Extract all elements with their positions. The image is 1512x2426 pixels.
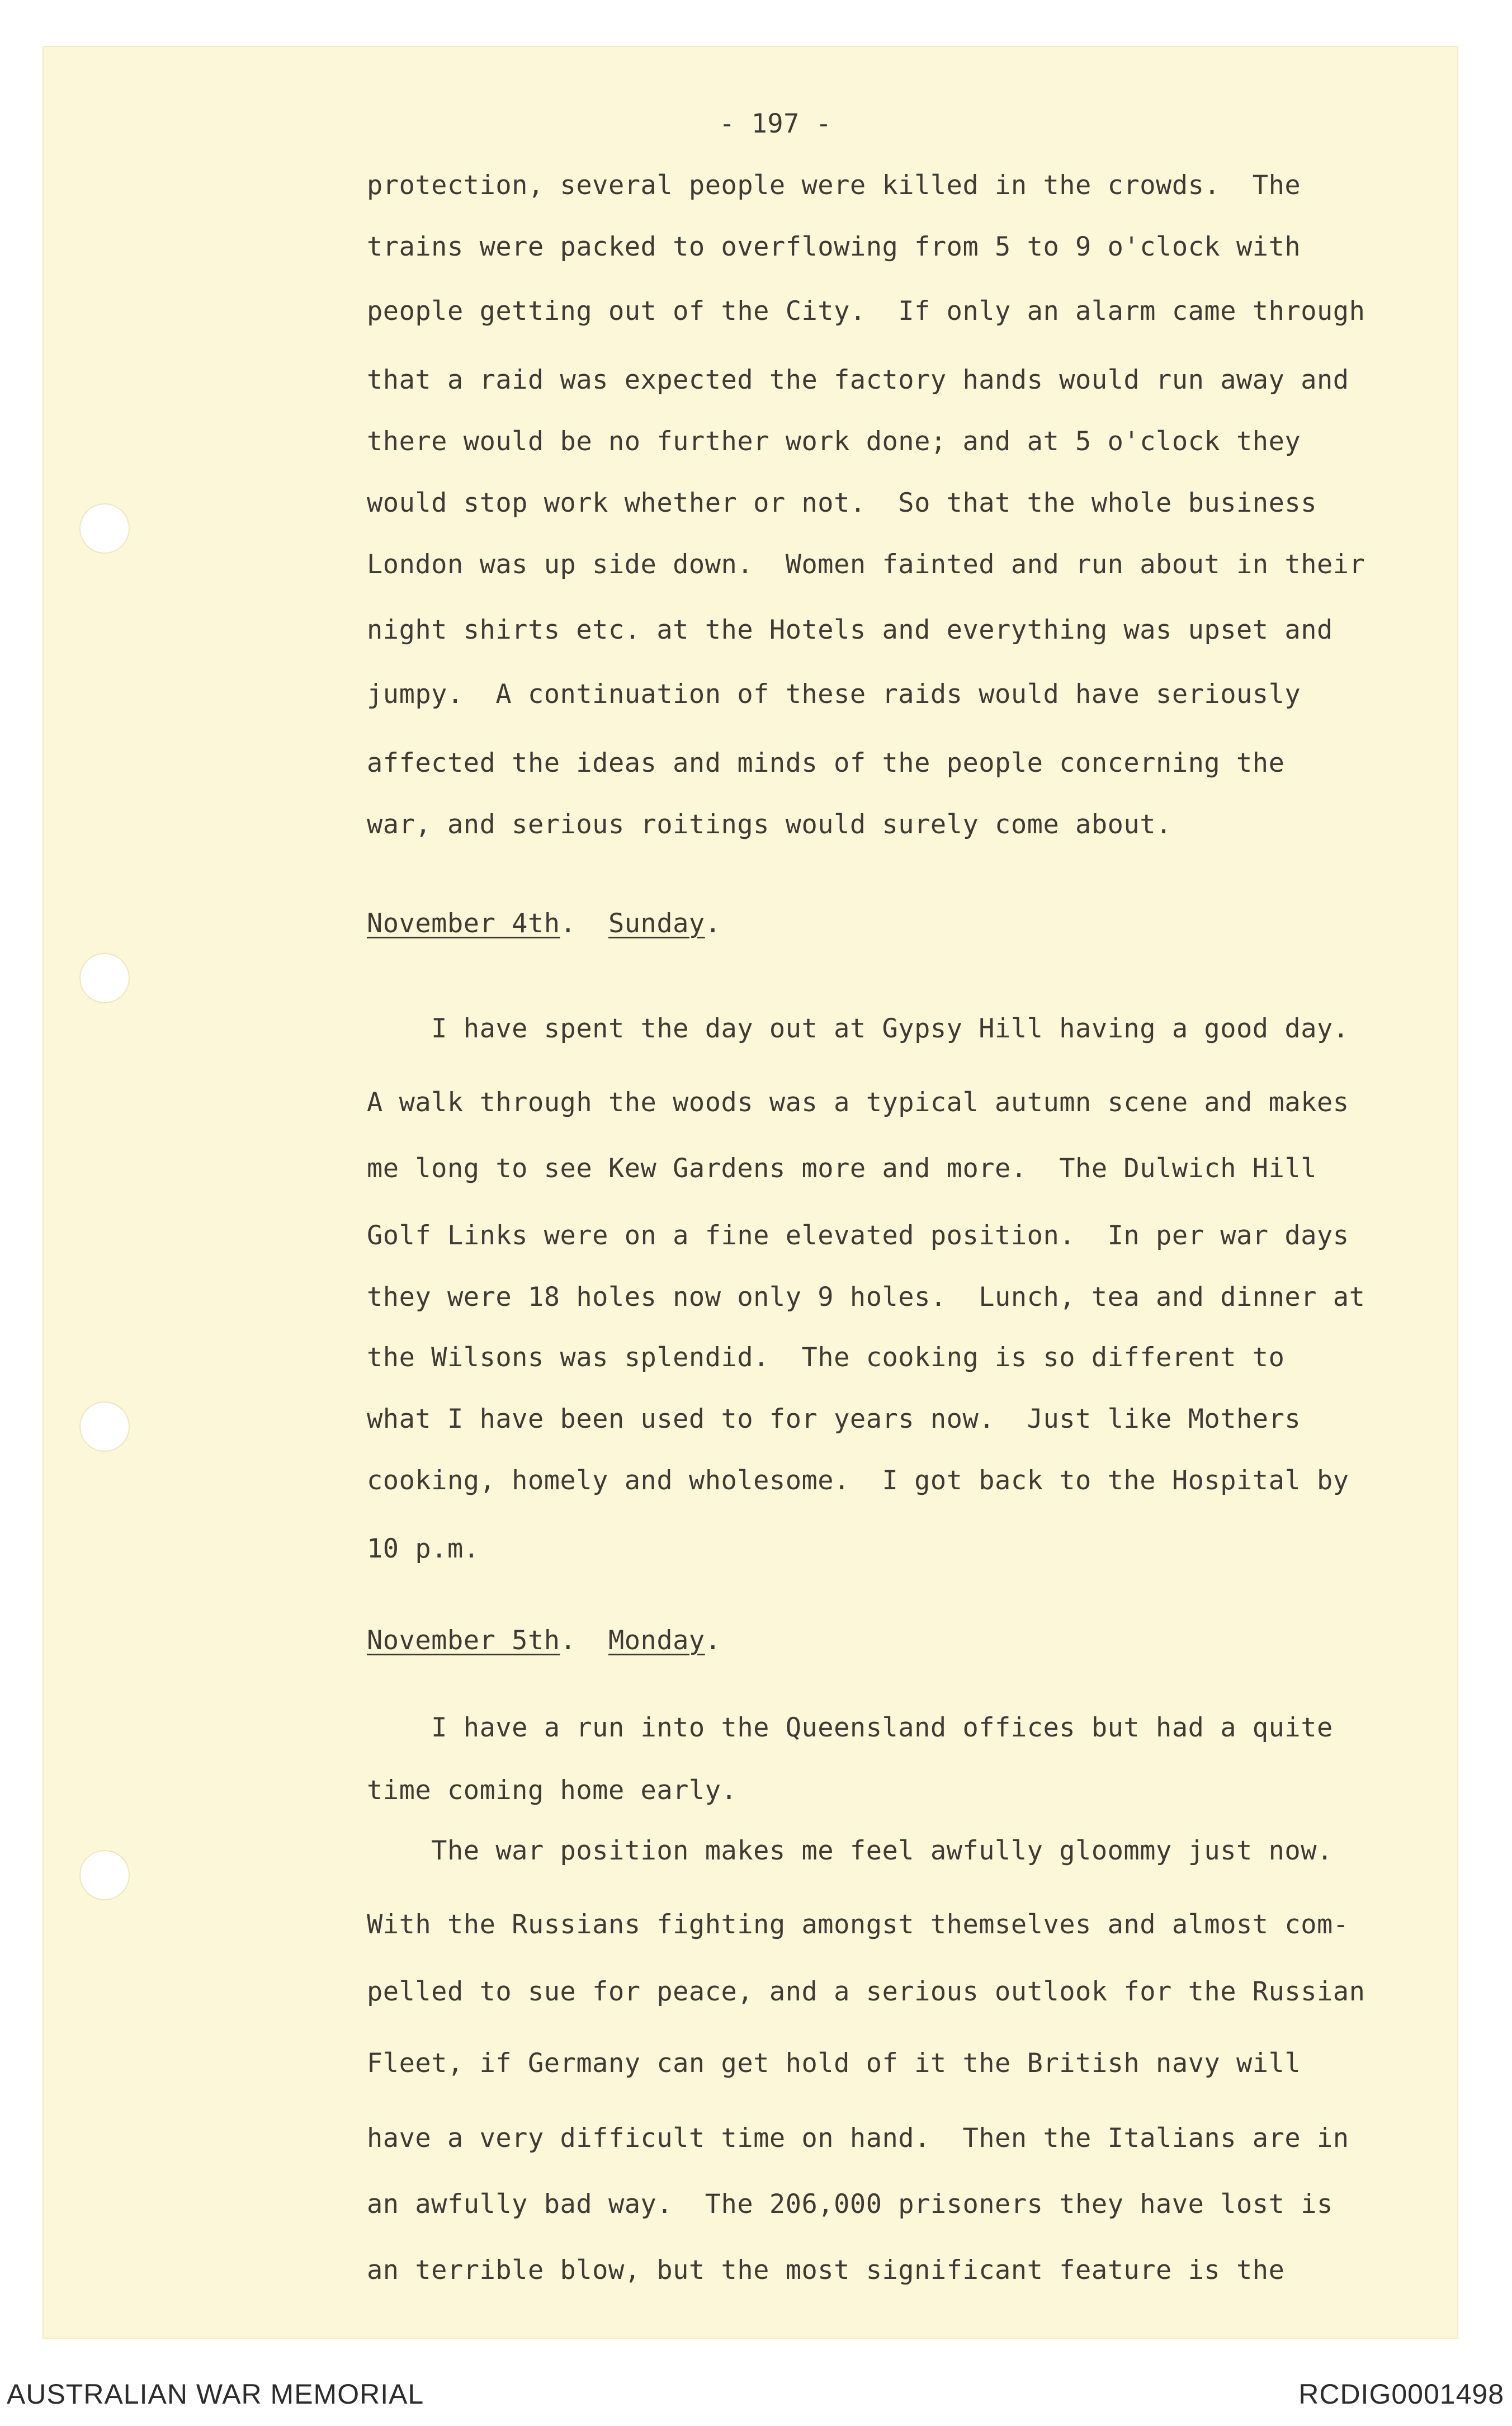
text-line: Golf Links were on a fine elevated position. In per war days — [367, 1220, 1349, 1251]
text-line: London was up side down. Women fainted and run about in their — [367, 549, 1365, 580]
text-line: that a raid was expected the factory hands would run away and — [367, 365, 1349, 395]
text-line: The war position makes me feel awfully gloommy just now. — [367, 1835, 1333, 1866]
text-line: I have spent the day out at Gypsy Hill having a good day. — [367, 1013, 1349, 1044]
text-line: 10 p.m. — [367, 1533, 480, 1564]
footer-record-id: RCDIG0001498 — [1298, 2378, 1504, 2410]
text-line: trains were packed to overflowing from 5 to 9 o'clock with — [367, 232, 1301, 262]
text-line: me long to see Kew Gardens more and more. The Dulwich Hill — [367, 1153, 1317, 1184]
punch-hole — [81, 1403, 129, 1451]
text-line: protection, several people were killed in the crowds. The — [367, 170, 1301, 201]
text-line: the Wilsons was splendid. The cooking is so different to — [367, 1342, 1285, 1373]
entry-date: November 5th — [367, 1625, 560, 1656]
text-line: I have a run into the Queensland offices but had a quite — [367, 1712, 1333, 1743]
entry-day: Sunday — [608, 908, 705, 939]
entry-day: Monday — [608, 1625, 705, 1656]
text-line: they were 18 holes now only 9 holes. Lunch, tea and dinner at — [367, 1282, 1365, 1313]
text-line: A walk through the woods was a typical autumn scene and makes — [367, 1087, 1349, 1118]
text-line: pelled to sue for peace, and a serious outlook for the Russian — [367, 1976, 1365, 2007]
text-line: would stop work whether or not. So that the whole business — [367, 488, 1317, 518]
text-line: what I have been used to for years now. Just like Mothers — [367, 1404, 1301, 1434]
punch-hole — [81, 1851, 129, 1899]
text-line: Fleet, if Germany can get hold of it the British navy will — [367, 2048, 1301, 2079]
text-line: an awfully bad way. The 206,000 prisoners they have lost is — [367, 2189, 1333, 2220]
text-line: war, and serious roitings would surely come about. — [367, 809, 1172, 840]
text-line: an terrible blow, but the most significant feature is the — [367, 2255, 1285, 2286]
text-line: there would be no further work done; and at 5 o'clock they — [367, 426, 1301, 457]
entry-date: November 4th — [367, 908, 560, 939]
text-line: With the Russians fighting amongst themselves and almost com- — [367, 1909, 1349, 1940]
text-line: have a very difficult time on hand. Then the Italians are in — [367, 2123, 1349, 2154]
text-line: cooking, homely and wholesome. I got back to the Hospital by — [367, 1465, 1349, 1496]
entry-heading: November 5th. Monday. — [367, 1625, 721, 1656]
text-line: jumpy. A continuation of these raids would have seriously — [367, 679, 1301, 710]
text-line: affected the ideas and minds of the people concerning the — [367, 748, 1285, 778]
typed-page — [42, 46, 1458, 2339]
footer-institution: AUSTRALIAN WAR MEMORIAL — [7, 2378, 424, 2410]
page-number: - 197 - — [719, 108, 832, 139]
text-line: night shirts etc. at the Hotels and everything was upset and — [367, 615, 1333, 645]
punch-hole — [81, 504, 129, 553]
text-line: time coming home early. — [367, 1775, 738, 1806]
punch-hole — [81, 954, 129, 1002]
entry-heading: November 4th. Sunday. — [367, 908, 721, 939]
text-line: people getting out of the City. If only an alarm came through — [367, 296, 1365, 327]
